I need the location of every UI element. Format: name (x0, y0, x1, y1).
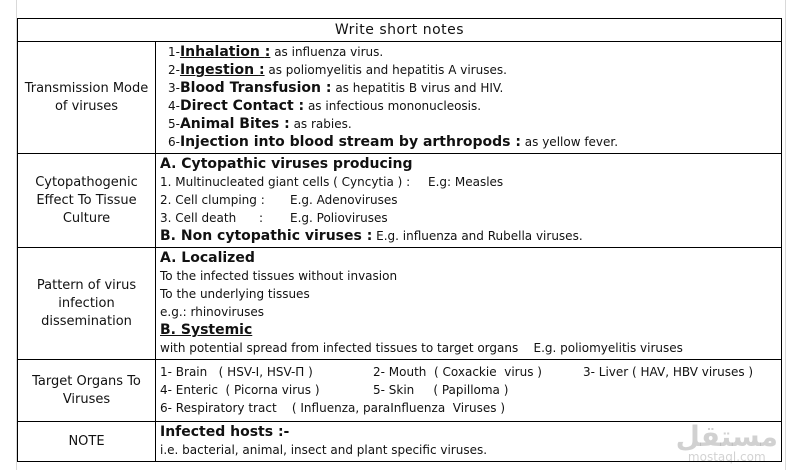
watermark-domain: mostaql.com (687, 450, 766, 464)
list-item: 4- Enteric ( Picorna virus ) 5- Skin ( Papilloma ) (160, 383, 509, 397)
list-item: 3-Blood Transfusion : as hepatitis B virus and HIV. (168, 80, 504, 96)
list-item: B. Non cytopathic viruses : E.g. influenza and Rubella viruses. (160, 228, 583, 244)
table-title: Write short notes (18, 19, 782, 42)
list-item: e.g.: rhinoviruses (160, 305, 264, 319)
list-item: 3. Cell death : E.g. Polioviruses (160, 211, 388, 225)
notes-table (17, 18, 782, 462)
transmission-content (156, 42, 782, 154)
list-item: 5-Animal Bites : as rabies. (168, 116, 352, 132)
list-item: 6-Injection into blood stream by arthropods : as yellow fever. (168, 134, 619, 150)
pattern-label: Pattern of virus infection dissemination (18, 248, 156, 360)
section-heading: A. Cytopathic viruses producing (160, 156, 413, 172)
watermark (675, 420, 778, 464)
list-item: 1- Brain ( HSV-I, HSV-Π ) 2- Mouth ( Coxackie virus ) 3- Liver ( HAV, HBV viruses ) (160, 365, 754, 379)
section-heading: Infected hosts :- (160, 424, 290, 440)
watermark-brand: مستقل (675, 420, 778, 453)
pattern-content (156, 248, 782, 360)
list-item: with potential spread from infected tissues to target organs E.g. poliomyelitis viruses (160, 341, 683, 355)
list-item: 1. Multinucleated giant cells ( Cyncytia ) : E.g: Measles (160, 175, 504, 189)
list-item: 2-Ingestion : as poliomyelitis and hepatitis A viruses. (168, 62, 507, 78)
list-item: 6- Respiratory tract ( Influenza, paraInfluenza Viruses ) (160, 401, 506, 415)
list-item: To the underlying tissues (160, 287, 310, 301)
section-heading: B. Systemic (160, 322, 253, 338)
transmission-label: Transmission Mode of viruses (18, 42, 156, 154)
cytopathogenic-content (156, 154, 782, 248)
cytopathogenic-label: Cytopathogenic Effect To Tissue Culture (18, 154, 156, 248)
list-item: To the infected tissues without invasion (160, 269, 398, 283)
target-label: Target Organs To Viruses (18, 360, 156, 422)
target-content (156, 360, 782, 422)
note-label: NOTE (18, 422, 156, 462)
list-item: 2. Cell clumping : E.g. Adenoviruses (160, 193, 398, 207)
list-item: i.e. bacterial, animal, insect and plant specific viruses. (160, 443, 488, 457)
list-item: 4-Direct Contact : as infectious mononucleosis. (168, 98, 482, 114)
section-heading: A. Localized (160, 250, 255, 266)
list-item: 1-Inhalation : as influenza virus. (168, 44, 384, 60)
